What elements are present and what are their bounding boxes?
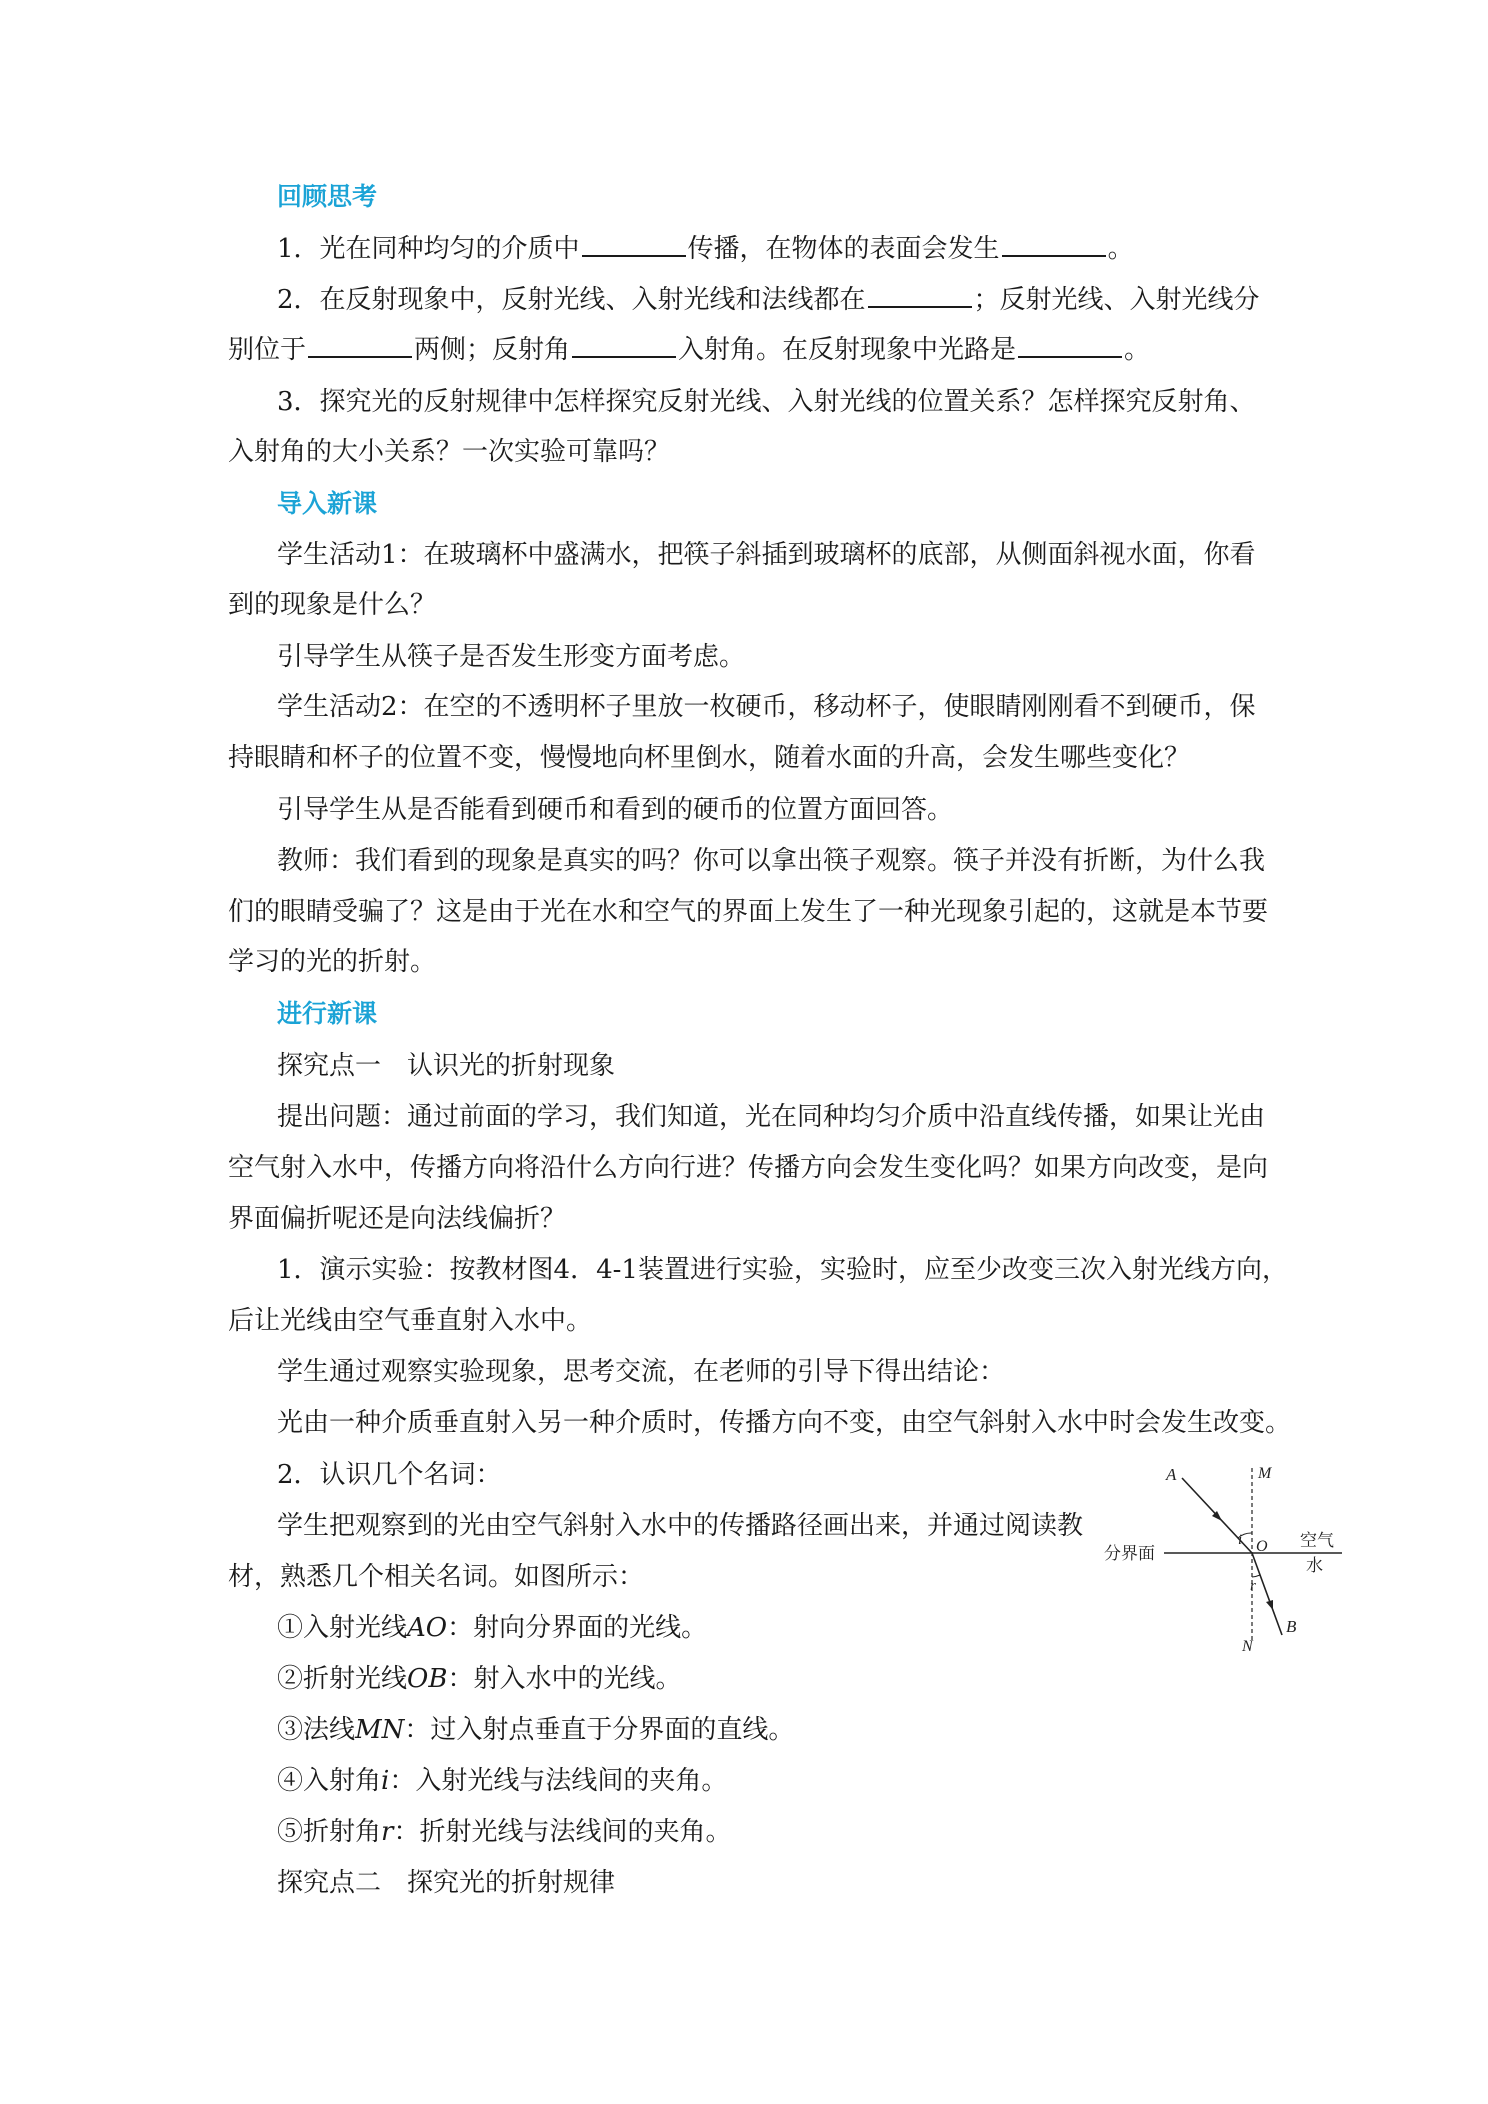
section-heading-intro: 导入新课	[277, 489, 378, 518]
section-heading-new-lesson: 进行新课	[277, 999, 378, 1028]
fill-blank[interactable]	[1018, 334, 1122, 358]
fill-blank[interactable]	[572, 334, 676, 358]
review-question-3-line-2: 入射角的大小关系？一次实验可靠吗？	[228, 437, 671, 467]
text-segment: 两侧；反射角	[414, 335, 571, 365]
text-segment: 2．在反射现象中，反射光线、入射光线和法线都在	[277, 285, 866, 315]
conclusion-line: 光由一种介质垂直射入另一种介质时，传播方向不变，由空气斜射入水中时会发生改变。	[277, 1408, 1292, 1438]
draw-line-2: 材，熟悉几个相关名词。如图所示：	[228, 1562, 645, 1592]
term-symbol: r	[381, 1817, 394, 1847]
guide-1: 引导学生从筷子是否发生形变方面考虑。	[277, 642, 746, 672]
text-segment: 。	[1107, 234, 1134, 264]
term-definition: ：入射光线与法线间的夹角。	[389, 1766, 728, 1796]
label-m: M	[1258, 1465, 1272, 1482]
fill-blank[interactable]	[1002, 233, 1106, 257]
term-label: ①入射光线	[277, 1613, 408, 1643]
review-question-2-line-1	[277, 283, 1317, 317]
text-segment: ；反射光线、入射光线分	[973, 285, 1260, 315]
term-refraction-angle	[277, 1815, 1317, 1849]
label-n: N	[1242, 1638, 1253, 1655]
text-segment: 1．光在同种均匀的介质中	[277, 234, 580, 264]
term-symbol: AO	[407, 1613, 448, 1643]
activity-2-line-2: 持眼睛和杯子的位置不变，慢慢地向杯里倒水，随着水面的升高，会发生哪些变化？	[228, 743, 1191, 773]
term-incidence-angle	[277, 1764, 1317, 1798]
activity-1-line-2: 到的现象是什么？	[228, 590, 437, 620]
demo-line-1: 1．演示实验：按教材图4．4-1装置进行实验，实验时，应至少改变三次入射光线方向，	[277, 1255, 1288, 1285]
term-symbol: OB	[407, 1664, 448, 1694]
label-interface: 分界面	[1104, 1544, 1155, 1563]
demo-line-2: 后让光线由空气垂直射入水中。	[228, 1306, 593, 1336]
label-air: 空气	[1300, 1531, 1334, 1550]
term-symbol: MN	[355, 1715, 405, 1745]
guide-2: 引导学生从是否能看到硬币和看到的硬币的位置方面回答。	[277, 795, 954, 825]
teacher-line-1: 教师：我们看到的现象是真实的吗？你可以拿出筷子观察。筷子并没有折断，为什么我	[277, 846, 1266, 876]
exploration-point-2: 探究点二 探究光的折射规律	[277, 1868, 616, 1898]
label-water: 水	[1306, 1556, 1323, 1575]
text-segment: 别位于	[228, 335, 307, 365]
review-question-2-line-2	[228, 333, 1268, 367]
teacher-line-2: 们的眼睛受骗了？这是由于光在水和空气的界面上发生了一种光现象引起的，这就是本节要	[228, 897, 1269, 927]
term-label: ⑤折射角	[277, 1817, 382, 1847]
review-question-1	[277, 232, 1317, 266]
text-segment: 传播，在物体的表面会发生	[687, 234, 1000, 264]
refracted-arrow-icon	[1266, 1600, 1273, 1610]
term-definition: ：折射光线与法线间的夹角。	[393, 1817, 732, 1847]
label-b: B	[1286, 1617, 1297, 1636]
term-normal	[277, 1713, 1317, 1747]
fill-blank[interactable]	[308, 334, 412, 358]
observe-line: 学生通过观察实验现象，思考交流，在老师的引导下得出结论：	[277, 1357, 1006, 1387]
label-r: r	[1250, 1578, 1256, 1594]
activity-2-line-1: 学生活动2：在空的不透明杯子里放一枚硬币，移动杯子，使眼睛刚刚看不到硬币，保	[277, 692, 1256, 722]
question-line-1: 提出问题：通过前面的学习，我们知道，光在同种均匀介质中沿直线传播，如果让光由	[277, 1102, 1266, 1132]
text-segment: 入射角。在反射现象中光路是	[678, 335, 1017, 365]
label-o: O	[1256, 1538, 1268, 1555]
angle-r-arc	[1252, 1575, 1260, 1577]
terms-title: 2．认识几个名词：	[277, 1460, 502, 1490]
term-definition: ：过入射点垂直于分界面的直线。	[404, 1715, 795, 1745]
text-segment: 。	[1124, 335, 1151, 365]
label-a: A	[1166, 1465, 1177, 1484]
fill-blank[interactable]	[582, 233, 686, 257]
question-line-2: 空气射入水中，传播方向将沿什么方向行进？传播方向会发生变化吗？如果方向改变，是向	[228, 1153, 1269, 1183]
term-label: ④入射角	[277, 1766, 382, 1796]
question-line-3: 界面偏折呢还是向法线偏折？	[228, 1204, 567, 1234]
term-definition: ：射入水中的光线。	[447, 1664, 682, 1694]
term-symbol: i	[381, 1766, 390, 1796]
activity-1-line-1: 学生活动1：在玻璃杯中盛满水，把筷子斜插到玻璃杯的底部，从侧面斜视水面，你看	[277, 540, 1256, 570]
fill-blank[interactable]	[868, 284, 972, 308]
refracted-ray	[1252, 1553, 1282, 1635]
section-heading-review: 回顾思考	[277, 182, 378, 211]
term-label: ②折射光线	[277, 1664, 408, 1694]
exploration-point-1: 探究点一 认识光的折射现象	[277, 1051, 616, 1081]
label-i: i	[1238, 1532, 1243, 1548]
review-question-3-line-1: 3．探究光的反射规律中怎样探究反射光线、入射光线的位置关系？怎样探究反射角、	[277, 387, 1256, 417]
term-label: ③法线	[277, 1715, 356, 1745]
teacher-line-3: 学习的光的折射。	[228, 947, 437, 977]
term-refracted-ray	[277, 1662, 1317, 1696]
draw-line-1: 学生把观察到的光由空气斜射入水中的传播路径画出来，并通过阅读教	[277, 1511, 1084, 1541]
refraction-diagram	[1104, 1460, 1360, 1656]
term-definition: ：射向分界面的光线。	[447, 1613, 708, 1643]
